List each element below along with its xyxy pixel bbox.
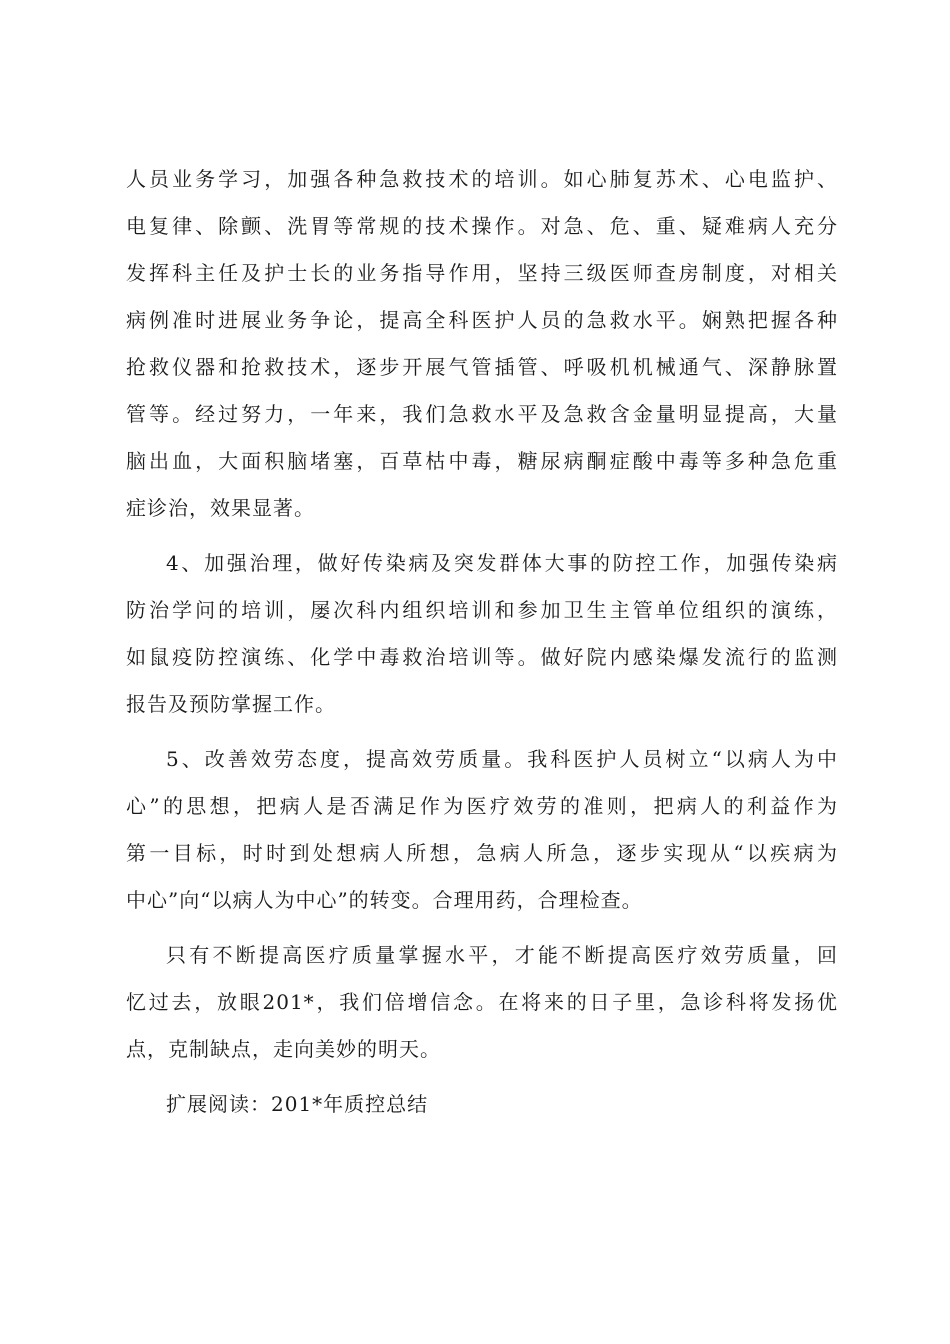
text-line: 抢救仪器和抢救技术，逐步开展气管插管、呼吸机机械通气、深静脉置 [126,355,838,379]
text-line: 电复律、除颤、洗胃等常规的技术操作。对急、危、重、疑难病人充分 [126,214,838,238]
text-line: 忆过去，放眼201*，我们倍增信念。在将来的日子里，急诊科将发扬优 [126,990,838,1014]
text-line: 症诊治，效果显著。 [126,496,315,520]
text-line: 管等。经过努力，一年来，我们急救水平及急救含金量明显提高，大量 [126,402,838,426]
paragraph-2 [126,540,838,728]
text-line: 报告及预防掌握工作。 [126,692,336,716]
paragraph-4 [126,932,838,1073]
paragraph-3 [126,736,838,924]
text-line: 发挥科主任及护士长的业务指导作用，坚持三级医师查房制度，对相关 [126,261,838,285]
text-line: 只有不断提高医疗质量掌握水平，才能不断提高医疗效劳质量，回 [166,943,838,967]
extended-reading-line: 扩展阅读：201*年质控总结 [166,1092,429,1116]
text-line: 5、改善效劳态度，提高效劳质量。我科医护人员树立“以病人为中 [166,747,838,771]
text-line: 脑出血，大面积脑堵塞，百草枯中毒，糖尿病酮症酸中毒等多种急危重 [126,449,838,473]
text-line: 防治学问的培训，屡次科内组织培训和参加卫生主管单位组织的演练， [126,598,838,622]
text-line: 心”的思想，把病人是否满足作为医疗效劳的准则，把病人的利益作为 [126,794,838,818]
text-line: 病例准时进展业务争论，提高全科医护人员的急救水平。娴熟把握各种 [126,308,838,332]
text-line: 4、加强治理，做好传染病及突发群体大事的防控工作，加强传染病 [166,551,838,575]
text-line: 第一目标，时时到处想病人所想，急病人所急，逐步实现从“以疾病为 [126,841,838,865]
text-line: 如鼠疫防控演练、化学中毒救治培训等。做好院内感染爆发流行的监测 [126,645,838,669]
paragraph-1 [126,156,838,532]
document-body [126,156,838,1128]
text-line: 人员业务学习，加强各种急救技术的培训。如心肺复苏术、心电监护、 [126,167,838,191]
paragraph-5 [126,1081,838,1128]
text-line: 点，克制缺点，走向美妙的明天。 [126,1037,441,1061]
text-line: 中心”向“以病人为中心”的转变。合理用药，合理检查。 [126,888,643,912]
